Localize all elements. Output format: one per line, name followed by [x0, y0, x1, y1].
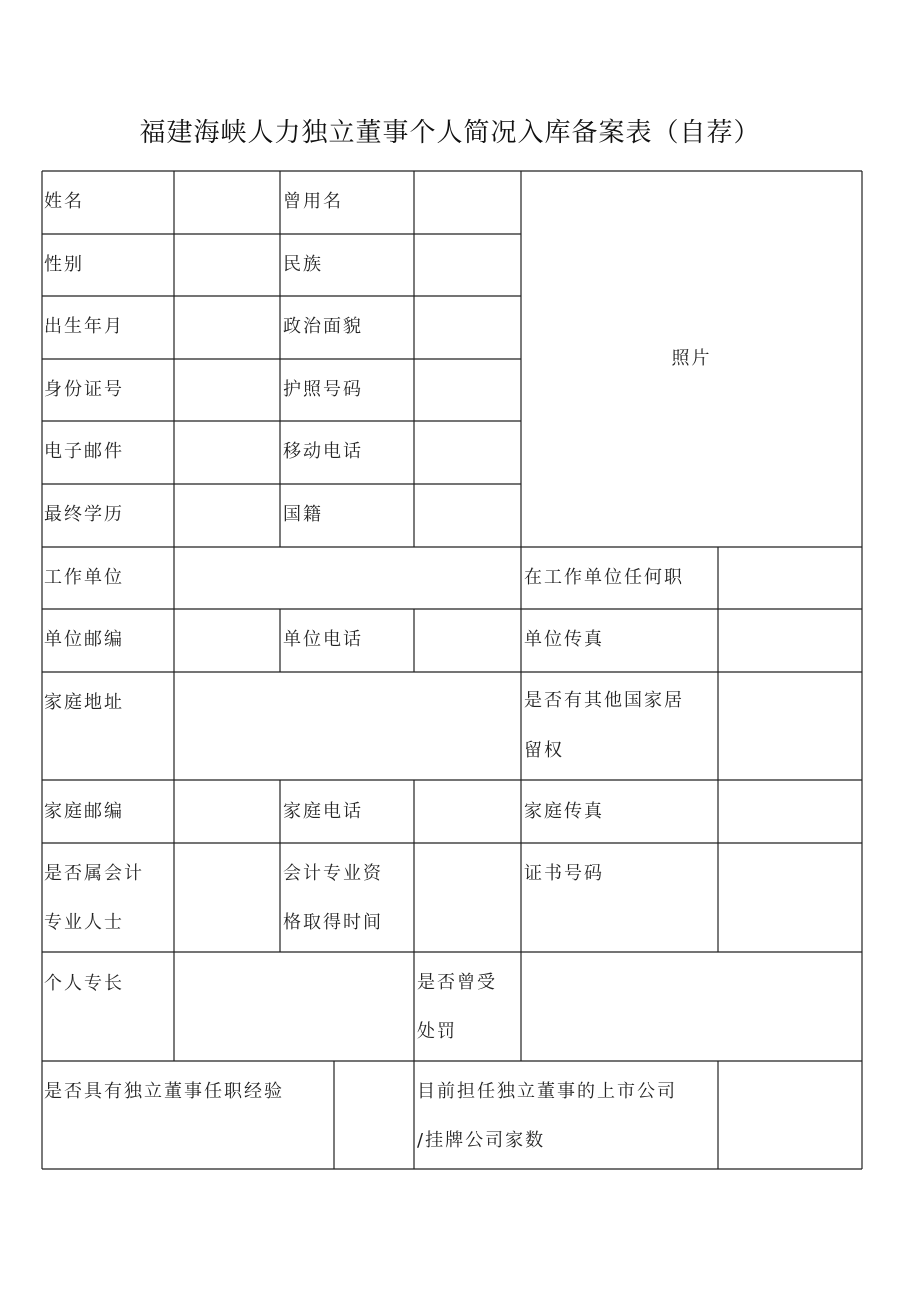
label-id-number: 身份证号: [44, 379, 124, 400]
label-passport-number: 护照号码: [283, 379, 363, 400]
label-nationality: 国籍: [283, 504, 323, 525]
label-home-postcode: 家庭邮编: [44, 801, 124, 822]
page-title: 福建海峡人力独立董事个人简况入库备案表（自荐）: [139, 118, 761, 148]
label-foreign-residency-line1: 是否有其他国家居: [524, 690, 684, 711]
label-specialty: 个人专长: [44, 973, 124, 994]
label-home-fax: 家庭传真: [524, 801, 604, 822]
label-political-status: 政治面貌: [283, 316, 363, 337]
label-accounting-pro-line2: 专业人士: [44, 912, 124, 933]
label-ethnicity: 民族: [283, 254, 323, 275]
label-birth: 出生年月: [44, 316, 124, 337]
label-education: 最终学历: [44, 504, 124, 525]
label-penalized-line1: 是否曾受: [417, 972, 497, 993]
label-director-experience: 是否具有独立董事任职经验: [44, 1081, 284, 1102]
label-home-phone: 家庭电话: [283, 801, 363, 822]
label-email: 电子邮件: [44, 441, 124, 462]
label-mobile: 移动电话: [283, 441, 363, 462]
label-position: 在工作单位任何职: [524, 567, 684, 588]
label-work-phone: 单位电话: [283, 629, 363, 650]
label-accounting-pro-line1: 是否属会计: [44, 863, 144, 884]
label-former-name: 曾用名: [283, 191, 343, 212]
label-current-directorships-line2: /挂牌公司家数: [417, 1130, 546, 1151]
label-foreign-residency-line2: 留权: [524, 740, 564, 761]
label-employer: 工作单位: [44, 567, 124, 588]
label-name: 姓名: [44, 191, 84, 212]
label-accounting-cert-time-line2: 格取得时间: [283, 912, 383, 933]
label-current-directorships-line1: 目前担任独立董事的上市公司: [417, 1081, 677, 1102]
label-work-postcode: 单位邮编: [44, 629, 124, 650]
label-home-address: 家庭地址: [44, 692, 124, 713]
photo-placeholder: 照片: [671, 348, 712, 369]
label-work-fax: 单位传真: [524, 629, 604, 650]
label-cert-number: 证书号码: [524, 863, 604, 884]
label-penalized-line2: 处罚: [417, 1021, 457, 1042]
label-gender: 性别: [44, 254, 84, 275]
label-accounting-cert-time-line1: 会计专业资: [283, 863, 383, 884]
